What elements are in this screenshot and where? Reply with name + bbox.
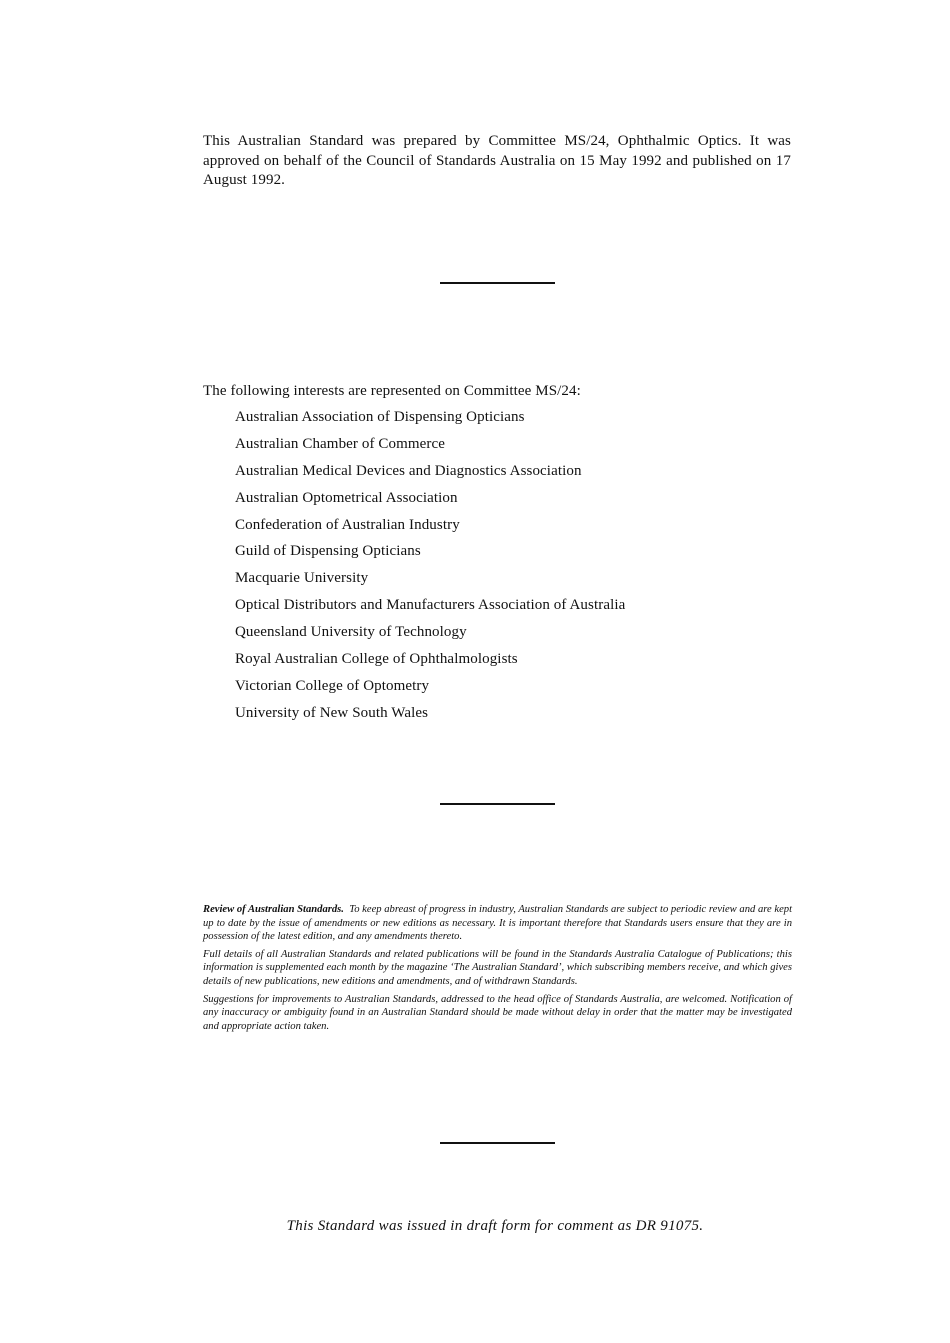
list-item: Macquarie University [235,570,369,587]
review-notice-lead: Review of Australian Standards. [203,904,344,915]
list-item: Australian Chamber of Commerce [235,435,446,452]
list-item: Queensland University of Technology [235,624,467,641]
interests-heading: The following interests are represented on Committee MS/24: [203,383,581,399]
list-item: Australian Medical Devices and Diagnostics Association [235,462,582,479]
list-item: Victorian College of Optometry [235,677,430,694]
review-notice-paragraph [203,903,792,944]
review-notice-text: To keep abreast of progress in industry, Australian Standards are subject to periodic review and are kept up to date by the issue of amendments or new editions as necessary. It is important therefore that Standards users ensure that they are in possession of the latest edition, and any amendments thereto. [203,904,793,943]
section-divider [440,1142,555,1144]
list-item: Optical Distributors and Manufacturers Association of Australia [235,597,626,614]
section-divider [440,803,555,805]
interests-list [235,407,625,730]
list-item: Guild of Dispensing Opticians [235,543,421,560]
list-item: Australian Association of Dispensing Opticians [235,409,525,425]
list-item: University of New South Wales [235,704,429,721]
list-item: Confederation of Australian Industry [235,516,460,533]
draft-note: This Standard was issued in draft form for comment as DR 91075. [286,1218,704,1234]
review-notice [203,903,792,1037]
review-notice-paragraph: Suggestions for improvements to Australian Standards, addressed to the head office of Standards Australia, are welcomed. Notification of any inaccuracy or ambiguity found in an Australian Standard should be made without delay in order that the matter may be investigated and appropriate action taken. [203,993,792,1032]
review-notice-paragraph: Full details of all Australian Standards and related publications will be found in the Standards Australia Catalogue of Publications; this information is supplemented each month by the magazine ‘The Australian Standard’, which subscribing members receive, and which gives details of new publications, new editions and amendments, and of withdrawn Standards. [203,948,792,987]
section-divider [440,282,555,284]
intro-paragraph: This Australian Standard was prepared by Committee MS/24, Ophthalmic Optics. It was approved on behalf of the Council of Standards Australia on 15 May 1992 and published on 17 August 1992. [203,133,791,188]
list-item: Australian Optometrical Association [235,489,458,506]
list-item: Royal Australian College of Ophthalmologists [235,651,518,668]
